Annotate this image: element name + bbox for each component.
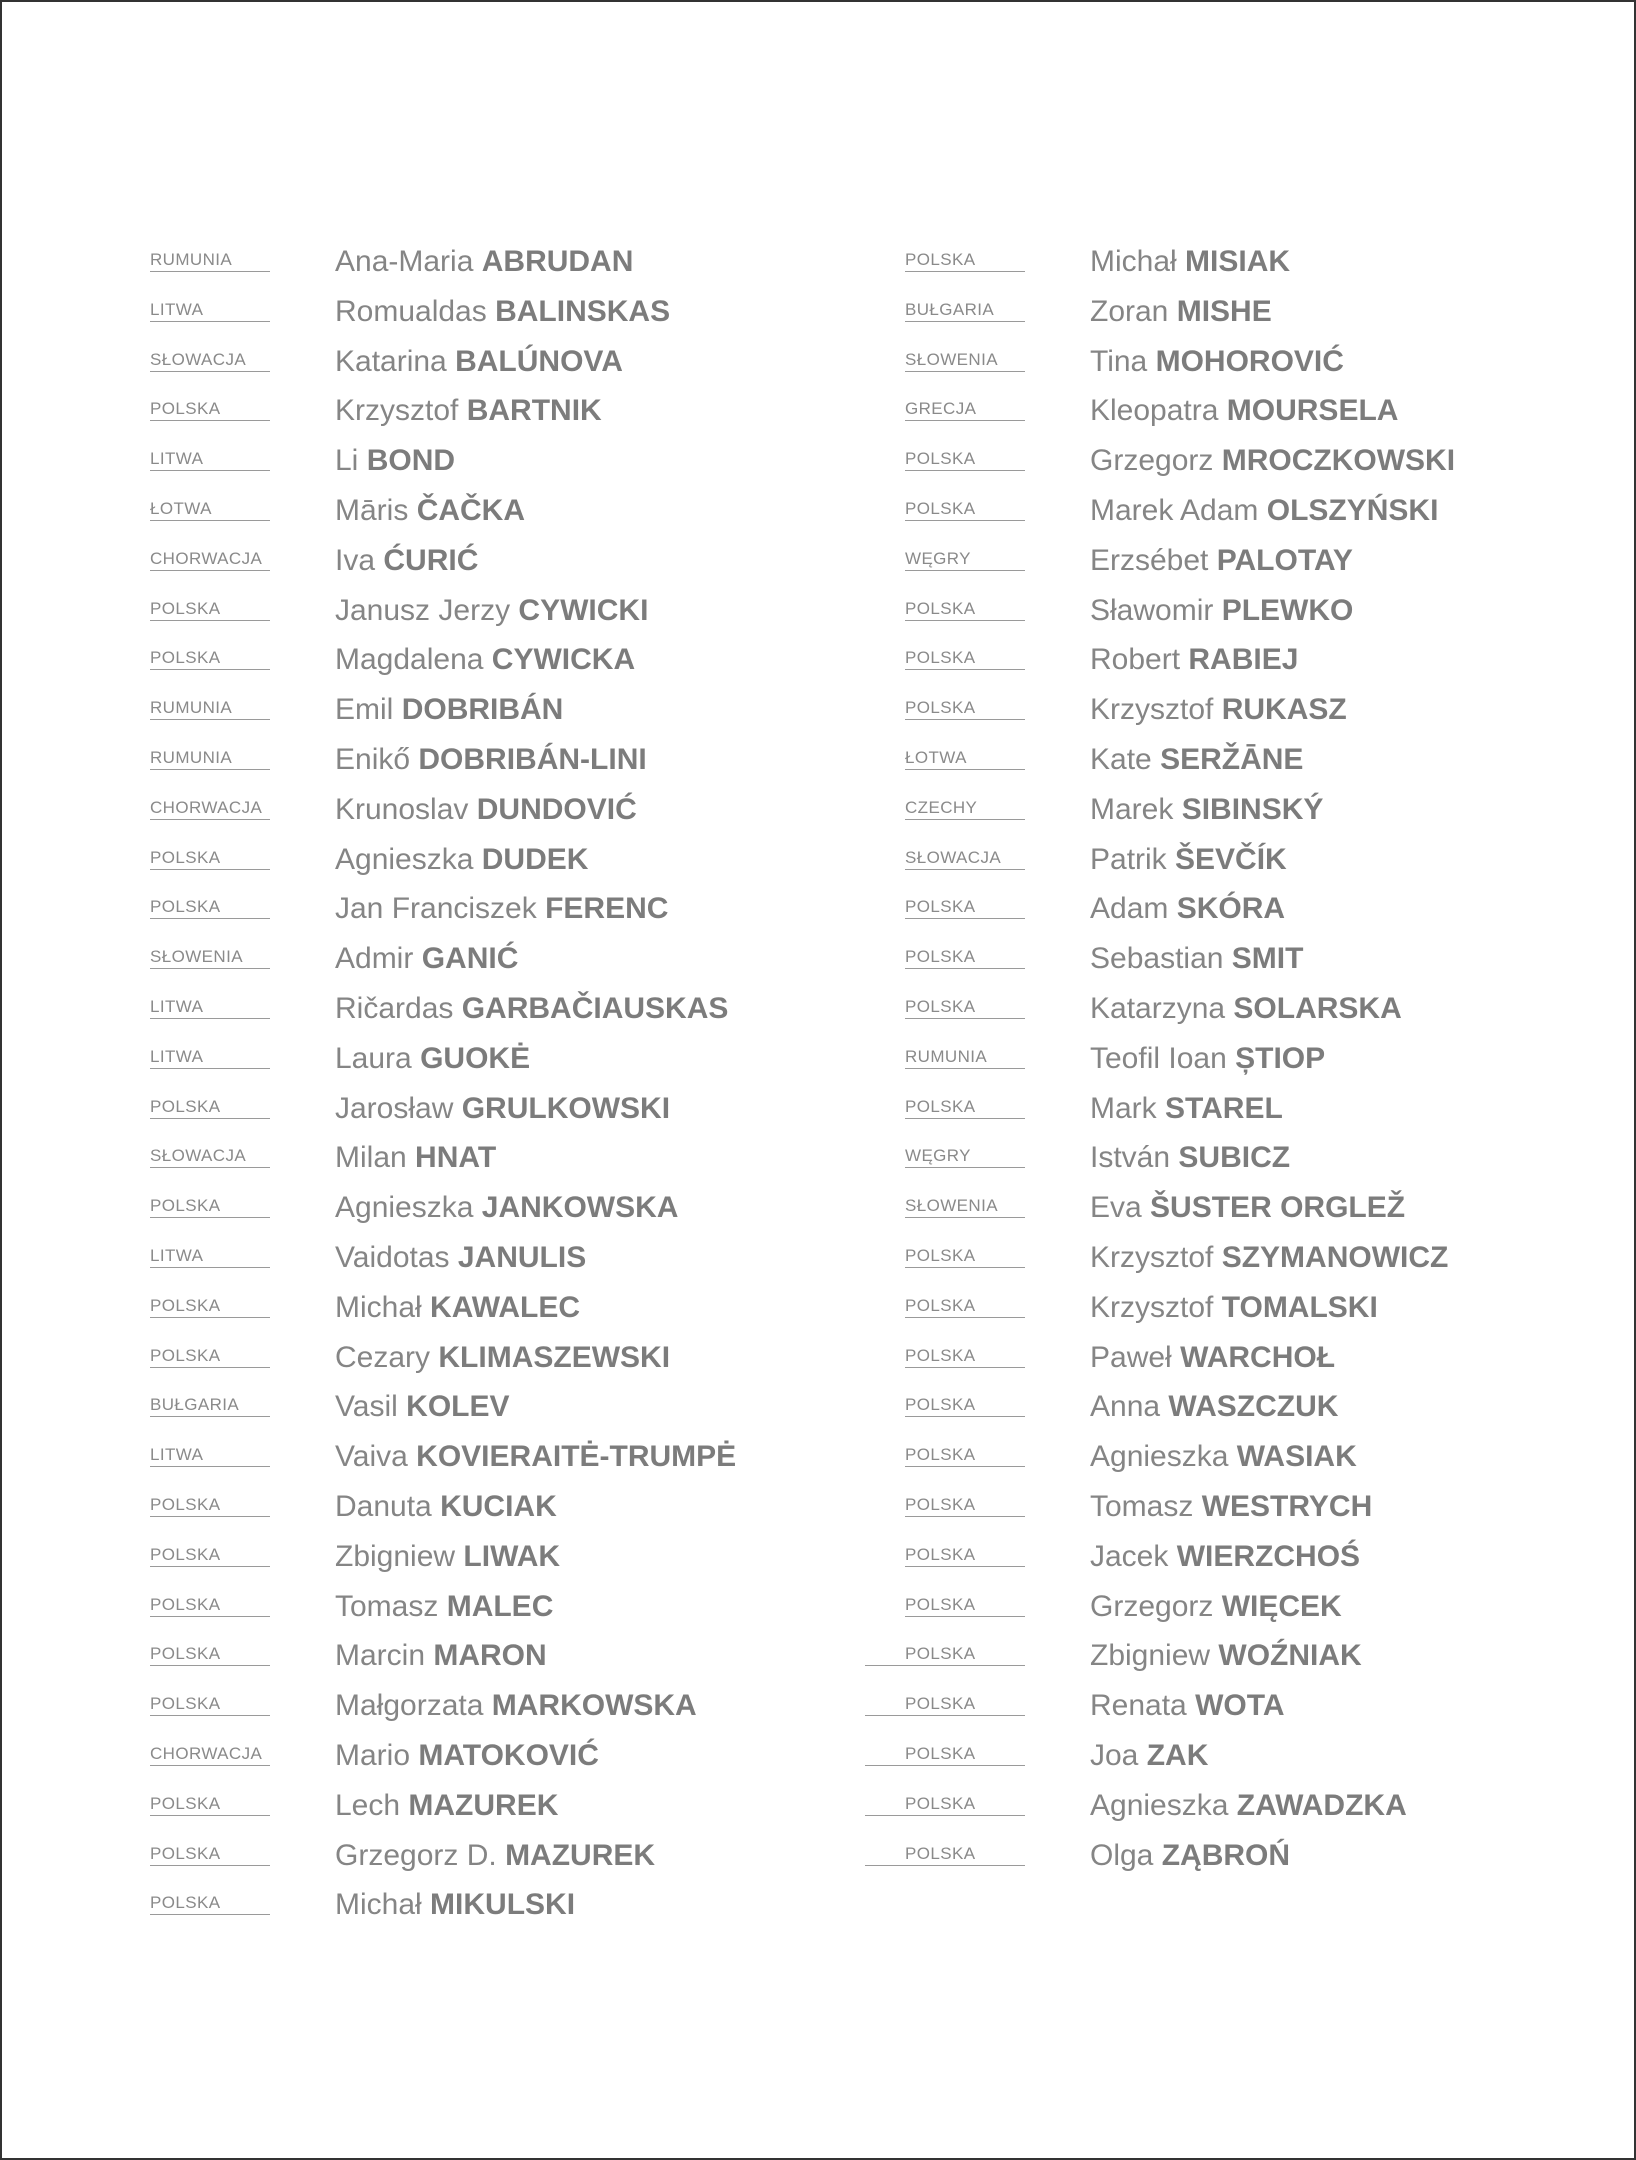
given-name: Katarina <box>335 344 447 378</box>
surname: PALOTAY <box>1216 543 1353 577</box>
person-name <box>1090 636 1298 684</box>
person-name <box>335 836 588 884</box>
surname: SOLARSKA <box>1233 991 1402 1025</box>
country-label: ŁOTWA <box>150 499 270 521</box>
country-label: POLSKA <box>150 1844 270 1866</box>
country-label: POLSKA <box>905 1445 1025 1467</box>
surname: MIKULSKI <box>430 1888 576 1922</box>
given-name: Renata <box>1090 1689 1187 1723</box>
given-name: Joa <box>1090 1738 1139 1772</box>
person-name <box>335 1234 586 1282</box>
person-name <box>1090 1085 1283 1133</box>
country-label: SŁOWACJA <box>150 350 270 372</box>
country-label: POLSKA <box>150 399 270 421</box>
country-label: POLSKA <box>905 449 1025 471</box>
country-label: POLSKA <box>150 1545 270 1567</box>
surname: CYWICKA <box>491 643 636 677</box>
country-label: SŁOWENIA <box>905 1196 1025 1218</box>
country-label: POLSKA <box>150 1296 270 1318</box>
person-name <box>1090 686 1347 734</box>
country-label: POLSKA <box>150 599 270 621</box>
person-name <box>335 1334 670 1382</box>
given-name: Zoran <box>1090 294 1169 328</box>
person-name <box>1090 1632 1362 1680</box>
given-name: Vasil <box>335 1390 398 1424</box>
surname: WASIAK <box>1236 1440 1357 1474</box>
country-label: LITWA <box>150 997 270 1019</box>
country-label: POLSKA <box>905 250 1025 272</box>
given-name: Grzegorz <box>1090 1589 1214 1623</box>
surname: TOMALSKI <box>1221 1290 1378 1324</box>
person-name <box>1090 437 1455 485</box>
person-name <box>1090 387 1398 435</box>
person-name <box>335 636 635 684</box>
surname: KUCIAK <box>440 1489 557 1523</box>
country-label: POLSKA <box>150 1644 270 1666</box>
surname: ZĄBROŃ <box>1161 1838 1291 1872</box>
country-label: POLSKA <box>865 1794 1025 1816</box>
surname: ZAWADZKA <box>1236 1788 1407 1822</box>
surname: RABIEJ <box>1188 643 1299 677</box>
person-name <box>335 387 602 435</box>
country-label: POLSKA <box>905 897 1025 919</box>
given-name: Magdalena <box>335 643 484 677</box>
country-label: POLSKA <box>905 499 1025 521</box>
country-label: WĘGRY <box>905 1146 1025 1168</box>
given-name: Anna <box>1090 1390 1161 1424</box>
surname: MATOKOVIĆ <box>418 1738 599 1772</box>
person-name <box>335 885 668 933</box>
person-name <box>335 1632 547 1680</box>
person-name <box>335 935 518 983</box>
given-name: Sławomir <box>1090 593 1214 627</box>
surname: ČAČKA <box>416 493 526 527</box>
surname: KOVIERAITĖ-TRUMPĖ <box>416 1440 737 1474</box>
given-name: Krzysztof <box>335 394 459 428</box>
given-name: Li <box>335 444 359 478</box>
surname: MOHOROVIĆ <box>1155 344 1344 378</box>
surname: WASZCZUK <box>1168 1390 1339 1424</box>
person-name <box>1090 1682 1285 1730</box>
given-name: Vaiva <box>335 1440 408 1474</box>
person-name <box>1090 1284 1378 1332</box>
country-label: RUMUNIA <box>150 698 270 720</box>
person-name <box>335 1483 557 1531</box>
surname: BARTNIK <box>466 394 602 428</box>
surname: JANULIS <box>457 1240 587 1274</box>
surname: DOBRIBÁN-LINI <box>418 742 647 776</box>
surname: SERŽĀNE <box>1160 742 1304 776</box>
person-name <box>1090 1184 1405 1232</box>
given-name: Krzysztof <box>1090 1240 1214 1274</box>
person-name <box>1090 487 1438 535</box>
surname: KOLEV <box>406 1390 510 1424</box>
country-label: POLSKA <box>905 648 1025 670</box>
country-label: SŁOWACJA <box>905 848 1025 870</box>
given-name: Enikő <box>335 742 411 776</box>
country-label: RUMUNIA <box>150 250 270 272</box>
person-name <box>335 1184 678 1232</box>
surname: WIERZCHOŚ <box>1176 1539 1361 1573</box>
person-name <box>335 437 455 485</box>
country-label: POLSKA <box>905 1097 1025 1119</box>
given-name: Lech <box>335 1788 401 1822</box>
surname: MARON <box>433 1639 547 1673</box>
country-label: LITWA <box>150 300 270 322</box>
given-name: Kate <box>1090 742 1152 776</box>
given-name: Romualdas <box>335 294 487 328</box>
given-name: Zbigniew <box>335 1539 456 1573</box>
country-label: POLSKA <box>905 1346 1025 1368</box>
given-name: Marek <box>1090 792 1174 826</box>
country-label: POLSKA <box>150 1097 270 1119</box>
person-name <box>1090 587 1353 635</box>
given-name: Mark <box>1090 1091 1157 1125</box>
person-name <box>335 1782 558 1830</box>
given-name: Grzegorz D. <box>335 1838 497 1872</box>
surname: SMIT <box>1231 942 1304 976</box>
country-label: SŁOWACJA <box>150 1146 270 1168</box>
country-label: SŁOWENIA <box>905 350 1025 372</box>
person-name <box>1090 885 1285 933</box>
given-name: Kleopatra <box>1090 394 1219 428</box>
given-name: Krzysztof <box>1090 693 1214 727</box>
given-name: Janusz Jerzy <box>335 593 511 627</box>
person-name <box>1090 836 1287 884</box>
surname: GARBAČIAUSKAS <box>461 991 729 1025</box>
country-label: POLSKA <box>905 947 1025 969</box>
person-name <box>1090 338 1344 386</box>
country-label: LITWA <box>150 1246 270 1268</box>
given-name: Cezary <box>335 1340 431 1374</box>
person-name <box>335 736 647 784</box>
given-name: Tina <box>1090 344 1148 378</box>
person-name <box>1090 288 1272 336</box>
given-name: Iva <box>335 543 376 577</box>
person-name <box>335 487 525 535</box>
country-label: WĘGRY <box>905 549 1025 571</box>
surname: CYWICKI <box>518 593 649 627</box>
given-name: Tomasz <box>1090 1489 1194 1523</box>
person-name <box>335 238 633 286</box>
country-label: POLSKA <box>905 698 1025 720</box>
surname: GANIĆ <box>421 942 519 976</box>
country-label: POLSKA <box>150 1346 270 1368</box>
surname: MARKOWSKA <box>491 1689 697 1723</box>
person-name <box>335 1085 670 1133</box>
given-name: Agnieszka <box>1090 1788 1229 1822</box>
country-label: CHORWACJA <box>150 1744 270 1766</box>
person-name <box>335 1383 510 1431</box>
person-name <box>335 1433 736 1481</box>
surname: ĆURIĆ <box>383 543 479 577</box>
person-name <box>1090 1334 1335 1382</box>
surname: SIBINSKÝ <box>1181 792 1324 826</box>
given-name: Māris <box>335 493 409 527</box>
surname: HNAT <box>415 1141 497 1175</box>
surname: WOŹNIAK <box>1218 1639 1362 1673</box>
surname: SKÓRA <box>1176 892 1286 926</box>
given-name: Sebastian <box>1090 942 1224 976</box>
country-label: POLSKA <box>865 1844 1025 1866</box>
given-name: Paweł <box>1090 1340 1172 1374</box>
given-name: Krunoslav <box>335 792 469 826</box>
country-label: POLSKA <box>150 1595 270 1617</box>
person-name <box>1090 1035 1325 1083</box>
given-name: Michał <box>335 1888 422 1922</box>
surname: KAWALEC <box>430 1290 581 1324</box>
country-label: POLSKA <box>150 848 270 870</box>
surname: MISIAK <box>1185 245 1291 278</box>
person-name <box>1090 1732 1208 1780</box>
given-name: Zbigniew <box>1090 1639 1211 1673</box>
given-name: Ričardas <box>335 991 454 1025</box>
person-name <box>1090 1433 1357 1481</box>
person-name <box>1090 1782 1407 1830</box>
person-name <box>1090 935 1303 983</box>
surname: OLSZYŃSKI <box>1266 493 1439 527</box>
country-label: POLSKA <box>905 1495 1025 1517</box>
given-name: Katarzyna <box>1090 991 1226 1025</box>
surname: MAZUREK <box>408 1788 559 1822</box>
given-name: Grzegorz <box>1090 444 1214 478</box>
given-name: Agnieszka <box>335 1191 474 1225</box>
person-name <box>335 288 670 336</box>
person-name <box>1090 1234 1448 1282</box>
surname: BOND <box>366 444 456 478</box>
given-name: Jan Franciszek <box>335 892 537 926</box>
country-label: POLSKA <box>865 1644 1025 1666</box>
surname: STAREL <box>1165 1091 1283 1125</box>
country-label: POLSKA <box>905 997 1025 1019</box>
given-name: Małgorzata <box>335 1689 484 1723</box>
given-name: Ana-Maria <box>335 245 474 278</box>
given-name: Erzsébet <box>1090 543 1209 577</box>
given-name: István <box>1090 1141 1171 1175</box>
person-name <box>1090 1483 1372 1531</box>
surname: DUNDOVIĆ <box>476 792 637 826</box>
surname: KLIMASZEWSKI <box>438 1340 671 1374</box>
given-name: Michał <box>1090 245 1177 278</box>
country-label: POLSKA <box>150 1495 270 1517</box>
surname: FERENC <box>545 892 669 926</box>
person-name <box>1090 1583 1342 1631</box>
country-label: RUMUNIA <box>150 748 270 770</box>
person-name <box>335 338 623 386</box>
surname: JANKOWSKA <box>481 1191 679 1225</box>
given-name: Jarosław <box>335 1091 454 1125</box>
person-name <box>1090 736 1303 784</box>
surname: ABRUDAN <box>481 245 634 278</box>
country-label: POLSKA <box>905 1595 1025 1617</box>
person-name <box>335 1533 560 1581</box>
given-name: Laura <box>335 1041 412 1075</box>
given-name: Danuta <box>335 1489 432 1523</box>
country-label: POLSKA <box>905 1395 1025 1417</box>
country-label: POLSKA <box>905 599 1025 621</box>
country-label: POLSKA <box>150 1893 270 1915</box>
surname: DUDEK <box>481 842 589 876</box>
surname: LIWAK <box>463 1539 561 1573</box>
person-name <box>335 1583 553 1631</box>
country-label: POLSKA <box>905 1296 1025 1318</box>
person-name <box>335 1881 575 1929</box>
surname: BALINSKAS <box>495 294 671 328</box>
country-label: POLSKA <box>905 1246 1025 1268</box>
person-name <box>1090 985 1402 1033</box>
surname: MAZUREK <box>505 1838 656 1872</box>
person-name <box>335 786 637 834</box>
given-name: Vaidotas <box>335 1240 450 1274</box>
country-label: POLSKA <box>150 1196 270 1218</box>
given-name: Emil <box>335 693 394 727</box>
country-label: RUMUNIA <box>905 1047 1025 1069</box>
given-name: Krzysztof <box>1090 1290 1214 1324</box>
person-name <box>335 1832 655 1880</box>
surname: ȘTIOP <box>1235 1041 1326 1075</box>
surname: PLEWKO <box>1221 593 1354 627</box>
surname: SZYMANOWICZ <box>1221 1240 1449 1274</box>
person-name <box>1090 786 1323 834</box>
given-name: Patrik <box>1090 842 1167 876</box>
surname: ZAK <box>1146 1738 1209 1772</box>
surname: ŠEVČÍK <box>1175 842 1287 876</box>
given-name: Eva <box>1090 1191 1142 1225</box>
person-name <box>1090 1383 1338 1431</box>
country-label: POLSKA <box>150 897 270 919</box>
person-name <box>335 686 563 734</box>
person-name <box>1090 537 1353 585</box>
surname: WOTA <box>1195 1689 1285 1723</box>
country-label: LITWA <box>150 1445 270 1467</box>
country-label: POLSKA <box>905 1545 1025 1567</box>
country-label: POLSKA <box>150 648 270 670</box>
surname: MROCZKOWSKI <box>1221 444 1456 478</box>
given-name: Tomasz <box>335 1589 439 1623</box>
given-name: Marcin <box>335 1639 426 1673</box>
given-name: Jacek <box>1090 1539 1169 1573</box>
country-label: CHORWACJA <box>150 549 270 571</box>
person-name <box>335 985 728 1033</box>
given-name: Robert <box>1090 643 1181 677</box>
country-label: GRECJA <box>905 399 1025 421</box>
person-name <box>335 1682 697 1730</box>
given-name: Mario <box>335 1738 411 1772</box>
country-label: ŁOTWA <box>905 748 1025 770</box>
person-name <box>335 537 478 585</box>
surname: WESTRYCH <box>1201 1489 1373 1523</box>
country-label: POLSKA <box>150 1694 270 1716</box>
given-name: Admir <box>335 942 414 976</box>
country-label: LITWA <box>150 1047 270 1069</box>
given-name: Michał <box>335 1290 422 1324</box>
person-name <box>335 1035 530 1083</box>
person-name <box>335 1134 496 1182</box>
country-label: LITWA <box>150 449 270 471</box>
surname: MISHE <box>1176 294 1272 328</box>
country-label: CZECHY <box>905 798 1025 820</box>
person-name <box>335 587 648 635</box>
surname: MOURSELA <box>1226 394 1399 428</box>
person-name <box>1090 238 1290 286</box>
country-label: POLSKA <box>150 1794 270 1816</box>
person-name <box>335 1284 580 1332</box>
person-name <box>1090 1533 1360 1581</box>
surname: WARCHOŁ <box>1180 1340 1336 1374</box>
country-label: CHORWACJA <box>150 798 270 820</box>
surname: GUOKĖ <box>420 1041 531 1075</box>
given-name: Milan <box>335 1141 407 1175</box>
country-label: BUŁGARIA <box>905 300 1025 322</box>
surname: MALEC <box>446 1589 554 1623</box>
given-name: Teofil Ioan <box>1090 1041 1227 1075</box>
surname: WIĘCEK <box>1221 1589 1342 1623</box>
surname: DOBRIBÁN <box>401 693 564 727</box>
surname: BALÚNOVA <box>455 344 623 378</box>
country-label: SŁOWENIA <box>150 947 270 969</box>
surname: GRULKOWSKI <box>461 1091 671 1125</box>
given-name: Agnieszka <box>335 842 474 876</box>
person-name <box>1090 1134 1290 1182</box>
surname: RUKASZ <box>1221 693 1347 727</box>
person-name <box>335 1732 599 1780</box>
surname: ŠUSTER ORGLEŽ <box>1150 1191 1406 1225</box>
country-label: POLSKA <box>865 1744 1025 1766</box>
given-name: Agnieszka <box>1090 1440 1229 1474</box>
given-name: Olga <box>1090 1838 1154 1872</box>
surname: SUBICZ <box>1178 1141 1291 1175</box>
country-label: POLSKA <box>865 1694 1025 1716</box>
person-name <box>1090 1832 1290 1880</box>
given-name: Adam <box>1090 892 1169 926</box>
country-label: BUŁGARIA <box>150 1395 270 1417</box>
given-name: Marek Adam <box>1090 493 1259 527</box>
